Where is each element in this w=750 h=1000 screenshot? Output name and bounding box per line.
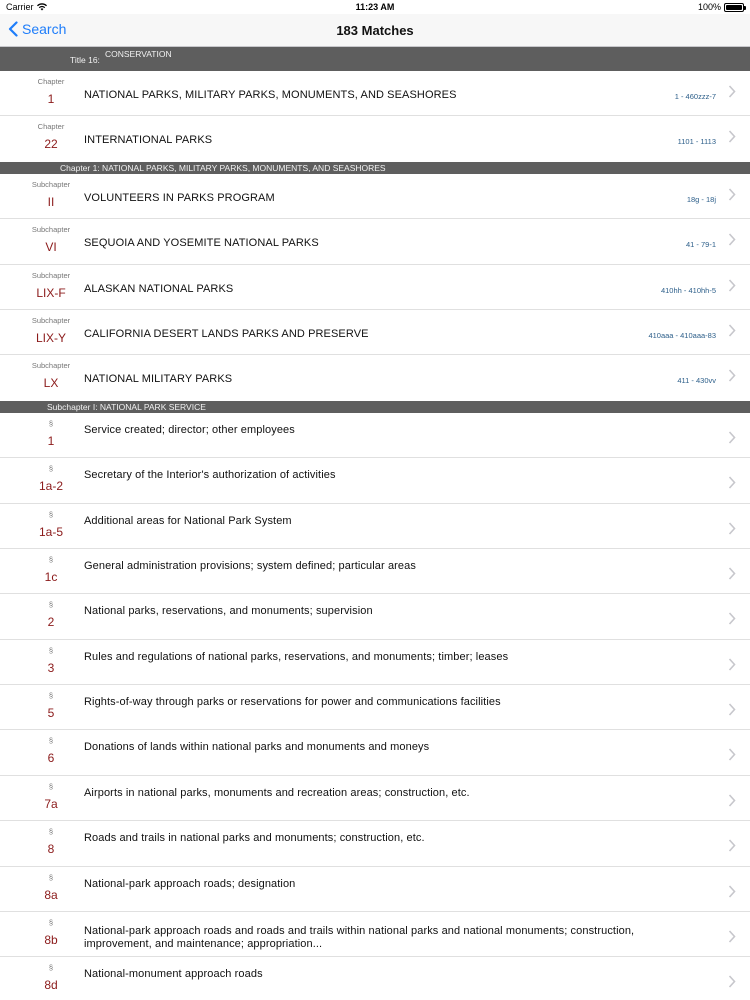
- row-number: 1c: [44, 569, 58, 584]
- row-label: National-monument approach roads: [84, 968, 263, 981]
- page-title: 183 Matches: [336, 23, 414, 38]
- chevron-right-icon: [728, 567, 736, 580]
- row-label: Secretary of the Interior's authorization of activities: [84, 469, 336, 482]
- chevron-right-icon: [728, 188, 736, 201]
- row-number: 8b: [44, 933, 58, 948]
- chevron-right-icon: [728, 885, 736, 898]
- chevron-right-icon: [728, 703, 736, 716]
- chevron-right-icon: [728, 522, 736, 535]
- status-bar: [0, 0, 750, 14]
- row-kind: §: [48, 827, 54, 837]
- row-label: Rules and regulations of national parks, reservations, and monuments; timber; leases: [84, 650, 509, 663]
- chevron-right-icon: [728, 130, 736, 143]
- subchapter-row[interactable]: [0, 355, 750, 400]
- battery-percent: 100%: [697, 2, 721, 12]
- section-row[interactable]: [0, 867, 750, 912]
- row-kind: §: [48, 736, 54, 746]
- row-kind: Subchapter: [31, 225, 71, 235]
- row-label: SEQUOIA AND YOSEMITE NATIONAL PARKS: [84, 237, 319, 250]
- row-number: 8: [47, 842, 55, 857]
- row-number: 2: [47, 615, 55, 630]
- battery-icon: [724, 3, 744, 12]
- chevron-right-icon: [728, 975, 736, 988]
- row-label: National-park approach roads; designation: [84, 877, 296, 890]
- row-number: 22: [44, 137, 58, 152]
- chevron-right-icon: [728, 476, 736, 489]
- chevron-right-icon: [728, 839, 736, 852]
- section-header-chapter: [0, 162, 750, 174]
- section-row[interactable]: [0, 730, 750, 775]
- row-kind: Chapter: [37, 77, 65, 86]
- section-header-label: Subchapter I: NATIONAL PARK SERVICE: [47, 401, 206, 412]
- chevron-right-icon: [728, 85, 736, 98]
- subchapter-row[interactable]: [0, 174, 750, 219]
- battery-fill: [726, 5, 742, 10]
- row-number: 1: [47, 92, 55, 106]
- row-kind: §: [48, 464, 54, 474]
- row-number: 8d: [44, 978, 58, 993]
- navigation-bar: [0, 14, 750, 47]
- section-row[interactable]: [0, 776, 750, 821]
- clock: 11:23 AM: [355, 2, 395, 12]
- section-header-title: [0, 47, 750, 71]
- row-kind: Chapter: [37, 122, 65, 132]
- row-label: NATIONAL PARKS, MILITARY PARKS, MONUMENTS, AND SEASHORES: [84, 89, 457, 101]
- row-number: 1a-5: [38, 524, 64, 539]
- row-label: National parks, reservations, and monuments; supervision: [84, 605, 373, 618]
- subchapter-row[interactable]: [0, 310, 750, 355]
- row-kind: §: [48, 918, 54, 928]
- section-row[interactable]: [0, 685, 750, 730]
- section-row[interactable]: [0, 594, 750, 639]
- row-kind: §: [48, 600, 54, 610]
- row-number: LIX-F: [36, 285, 66, 300]
- row-label: National-park approach roads and roads and trails within national parks and national monuments; construction, improvement, and maintenance; appropriation...: [84, 925, 635, 951]
- row-kind: §: [48, 418, 54, 428]
- row-number: 3: [47, 660, 55, 675]
- row-number: 7a: [44, 796, 58, 811]
- section-header-subchapter: [0, 401, 750, 413]
- battery-indicator: [698, 2, 744, 12]
- section-row[interactable]: [0, 549, 750, 594]
- row-number: II: [47, 194, 55, 209]
- row-number: LX: [43, 376, 59, 391]
- section-row[interactable]: [0, 640, 750, 685]
- chevron-right-icon: [728, 369, 736, 382]
- section-row[interactable]: [0, 912, 750, 957]
- section-header-label: Title 16:: [70, 55, 100, 65]
- row-kind: §: [48, 509, 54, 519]
- section-row[interactable]: [0, 504, 750, 549]
- section-header-value: CONSERVATION: [105, 49, 172, 59]
- row-number: 1a-2: [38, 479, 64, 494]
- row-kind: §: [48, 872, 54, 882]
- carrier-label: Carrier: [6, 2, 34, 12]
- row-label: CALIFORNIA DESERT LANDS PARKS AND PRESERVE: [84, 327, 369, 340]
- chapter-row[interactable]: [0, 71, 750, 116]
- chevron-right-icon: [728, 794, 736, 807]
- section-row[interactable]: [0, 957, 750, 1000]
- chevron-right-icon: [728, 612, 736, 625]
- row-label: Additional areas for National Park System: [84, 514, 292, 527]
- row-kind: Subchapter: [31, 361, 71, 371]
- row-number: 6: [47, 751, 55, 766]
- row-label: VOLUNTEERS IN PARKS PROGRAM: [84, 191, 275, 204]
- chevron-right-icon: [728, 324, 736, 337]
- row-label: Airports in national parks, monuments and recreation areas; construction, etc.: [84, 786, 470, 799]
- row-kind: Subchapter: [31, 270, 71, 280]
- row-label: General administration provisions; system defined; particular areas: [84, 559, 416, 572]
- subchapter-row[interactable]: [0, 265, 750, 310]
- row-kind: §: [48, 781, 54, 791]
- row-range: 410hh - 410hh-5: [660, 285, 716, 295]
- row-label: Donations of lands within national parks and monuments and moneys: [84, 741, 430, 754]
- section-row[interactable]: [0, 458, 750, 503]
- row-range: 411 - 430vv: [677, 376, 716, 386]
- row-number: 5: [47, 706, 55, 721]
- subchapter-row[interactable]: [0, 219, 750, 264]
- chevron-right-icon: [728, 279, 736, 292]
- row-label: ALASKAN NATIONAL PARKS: [84, 282, 234, 295]
- row-number: LIX-Y: [35, 330, 66, 345]
- row-label: INTERNATIONAL PARKS: [84, 134, 213, 147]
- row-number: 1: [47, 433, 55, 448]
- row-label: Rights-of-way through parks or reservations for power and communications facilities: [84, 696, 501, 709]
- row-kind: Subchapter: [31, 315, 71, 325]
- back-label: Search: [22, 21, 67, 37]
- chevron-right-icon: [728, 930, 736, 943]
- row-kind: §: [48, 554, 54, 564]
- row-range: 1 - 460zzz-7: [674, 92, 716, 101]
- row-kind: Subchapter: [31, 179, 71, 189]
- row-number: 8a: [44, 887, 58, 902]
- row-number: VI: [45, 240, 57, 255]
- row-kind: §: [48, 963, 54, 973]
- chevron-right-icon: [728, 233, 736, 246]
- row-range: 41 - 79-1: [685, 240, 716, 250]
- row-range: 18g - 18j: [686, 194, 716, 204]
- row-label: Roads and trails in national parks and monuments; construction, etc.: [84, 832, 425, 845]
- row-label: Service created; director; other employees: [84, 423, 295, 436]
- row-kind: §: [48, 691, 54, 701]
- section-row[interactable]: [0, 821, 750, 866]
- row-label: NATIONAL MILITARY PARKS: [84, 373, 233, 386]
- chapter-row[interactable]: [0, 116, 750, 161]
- chevron-right-icon: [728, 658, 736, 671]
- chevron-right-icon: [728, 431, 736, 444]
- row-range: 410aaa - 410aaa-83: [648, 330, 716, 340]
- row-range: 1101 - 1113: [677, 137, 716, 147]
- chevron-right-icon: [728, 748, 736, 761]
- section-row[interactable]: [0, 413, 750, 458]
- row-kind: §: [48, 645, 54, 655]
- section-header-label: Chapter 1: NATIONAL PARKS, MILITARY PARKS, MONUMENTS, AND SEASHORES: [60, 162, 386, 173]
